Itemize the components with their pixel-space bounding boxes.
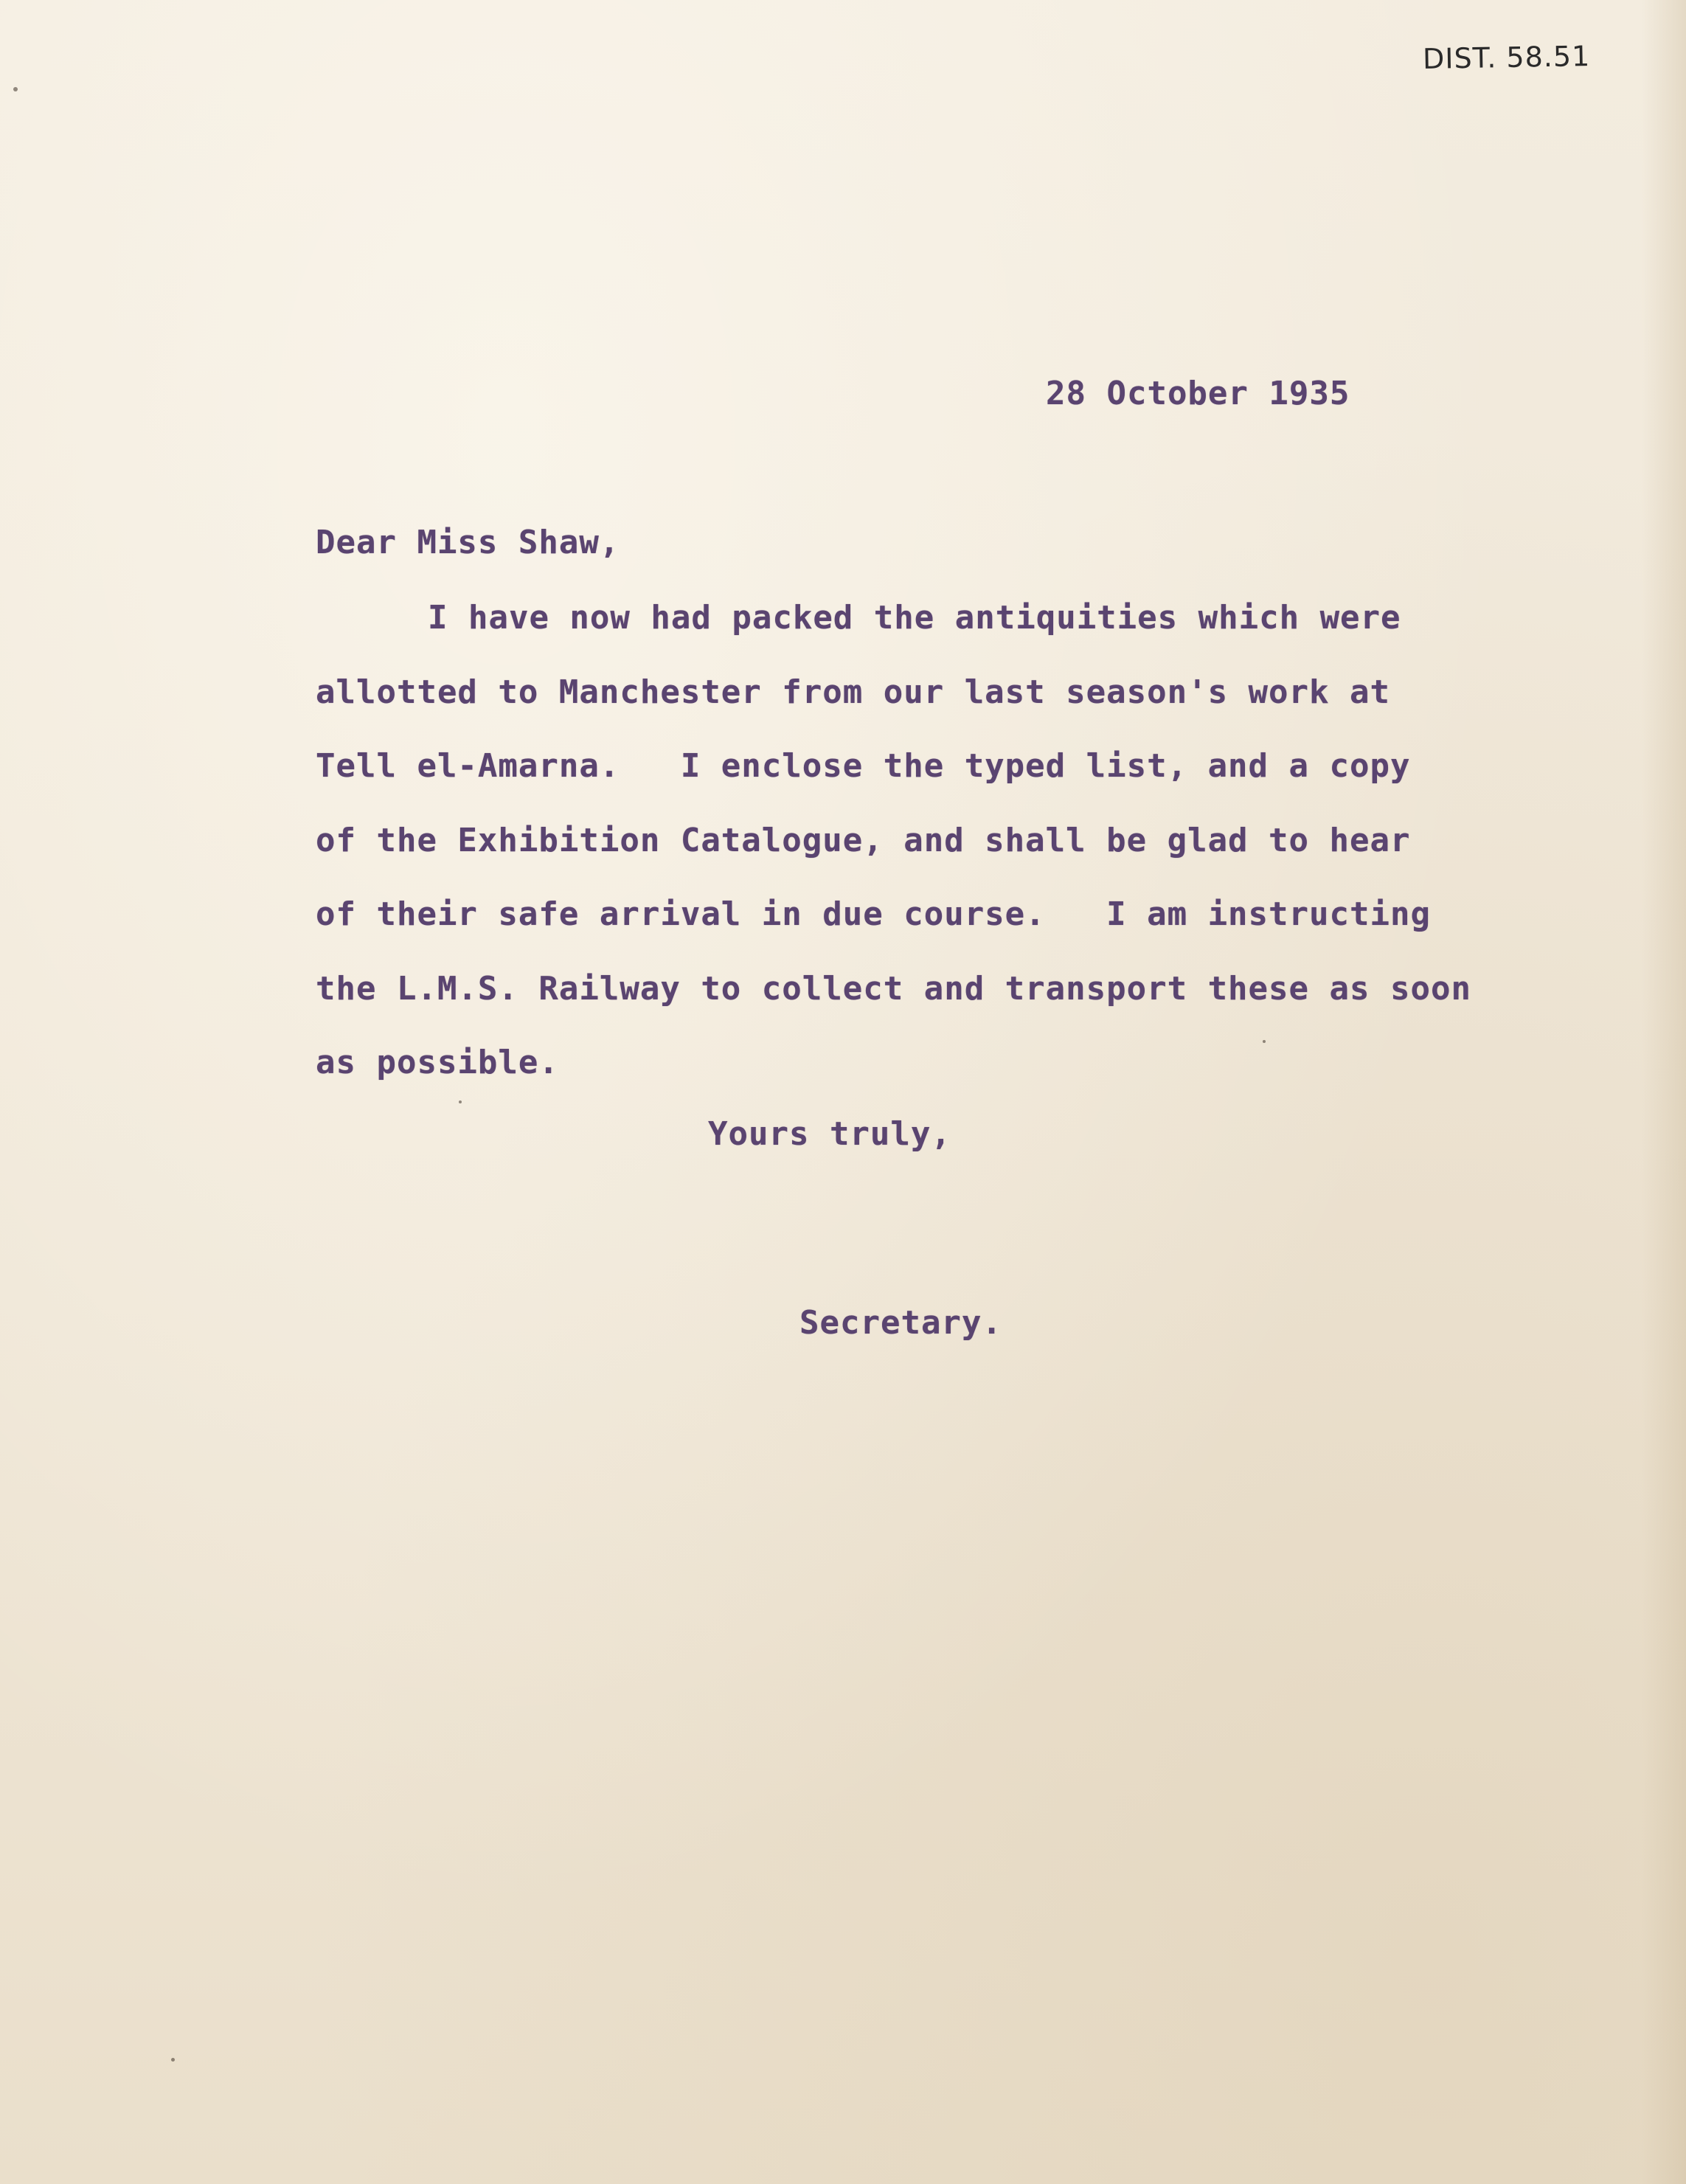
signature-title: Secretary.	[799, 1304, 1002, 1342]
paper-speck	[13, 87, 18, 91]
body-line: of the Exhibition Catalogue, and shall be glad to hear	[316, 821, 1411, 859]
body-line: of their safe arrival in due course. I am instructing	[316, 895, 1431, 933]
body-line: I have now had packed the antiquities which were	[428, 599, 1401, 637]
body-line: as possible.	[316, 1044, 559, 1081]
letter-date: 28 October 1935	[1046, 375, 1350, 412]
closing: Yours truly,	[708, 1115, 951, 1153]
body-line: Tell el-Amarna. I enclose the typed list, and a copy	[316, 747, 1411, 785]
paper-speck	[459, 1100, 462, 1103]
body-line: allotted to Manchester from our last season's work at	[316, 673, 1390, 711]
paper-speck	[1263, 1040, 1266, 1043]
paper-edge-shadow	[1642, 0, 1686, 2184]
salutation: Dear Miss Shaw,	[316, 524, 620, 561]
body-line: the L.M.S. Railway to collect and transport these as soon	[316, 969, 1471, 1008]
letter-body	[316, 599, 1471, 1121]
paper-speck	[171, 2058, 175, 2062]
archive-reference: DIST. 58.51	[1422, 40, 1591, 75]
